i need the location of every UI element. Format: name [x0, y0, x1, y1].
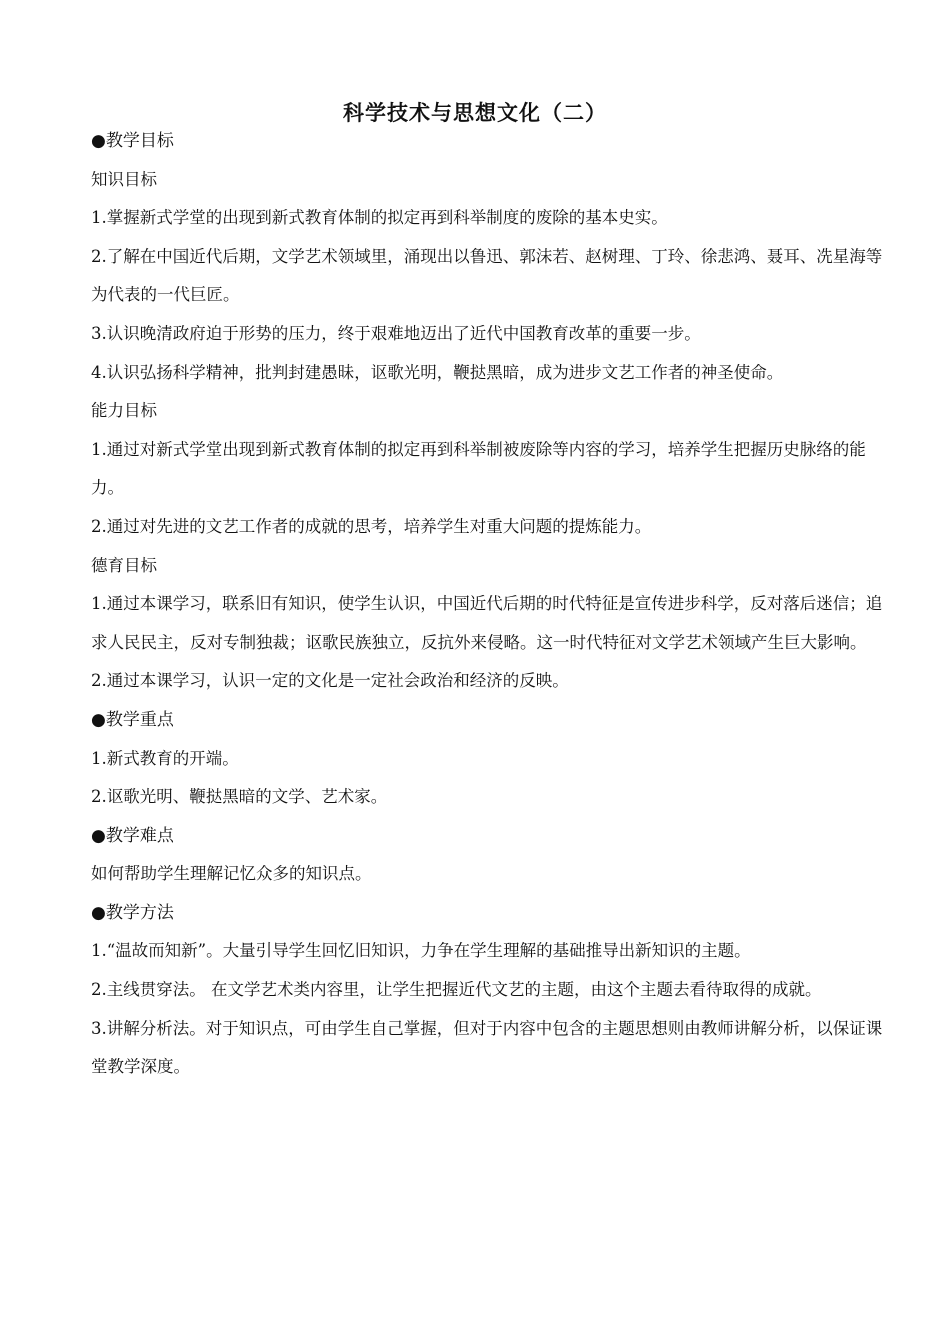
difficulty-text: 如何帮助学生理解记忆众多的知识点。 — [91, 864, 372, 884]
section-heading-methods: ●教学方法 — [91, 902, 174, 923]
knowledge-item-3: 3.认识晚清政府迫于形势的压力，终于艰难地迈出了近代中国教育改革的重要一步。 — [91, 323, 701, 343]
key-point-item-1: 1.新式教育的开端。 — [91, 748, 239, 768]
section-heading-difficulties: ●教学难点 — [91, 825, 174, 846]
method-item-2: 2.主线贯穿法。 在文学艺术类内容里，让学生把握近代文艺的主题，由这个主题去看待取得的成就。 — [91, 980, 822, 1000]
document-body — [91, 122, 883, 1087]
key-point-item-2: 2.讴歌光明、鞭挞黑暗的文学、艺术家。 — [91, 787, 388, 807]
knowledge-item-1: 1.掌握新式学堂的出现到新式教育体制的拟定再到科举制度的废除的基本史实。 — [91, 208, 668, 228]
subheading-moral: 德育目标 — [91, 555, 157, 575]
ability-item-2: 2.通过对先进的文艺工作者的成就的思考，培养学生对重大问题的提炼能力。 — [91, 516, 652, 536]
knowledge-item-2: 2.了解在中国近代后期，文学艺术领域里，涌现出以鲁迅、郭沫若、赵树理、丁玲、徐悲鸿、聂耳、冼星海等为代表的一代巨匠。 — [91, 246, 883, 305]
section-heading-key-points: ●教学重点 — [91, 709, 174, 730]
method-item-3: 3.讲解分析法。对于知识点，可由学生自己掌握，但对于内容中包含的主题思想则由教师讲解分析，以保证课堂教学深度。 — [91, 1018, 883, 1077]
subheading-knowledge: 知识目标 — [91, 169, 157, 189]
moral-item-1: 1.通过本课学习，联系旧有知识，使学生认识，中国近代后期的时代特征是宣传进步科学，反对落后迷信；追求人民民主，反对专制独裁；讴歌民族独立，反抗外来侵略。这一时代特征对文学艺术领域产生巨大影响。 — [91, 594, 883, 652]
moral-item-2: 2.通过本课学习，认识一定的文化是一定社会政治和经济的反映。 — [91, 671, 569, 691]
page-title: 科学技术与思想文化（二） — [343, 101, 607, 125]
ability-item-1: 1.通过对新式学堂出现到新式教育体制的拟定再到科举制被废除等内容的学习，培养学生把握历史脉络的能力。 — [91, 439, 866, 498]
subheading-ability: 能力目标 — [91, 401, 157, 421]
section-heading-objectives: ●教学目标 — [91, 131, 174, 151]
method-item-1: 1.“温故而知新”。大量引导学生回忆旧知识，力争在学生理解的基础推导出新知识的主题。 — [91, 941, 751, 961]
knowledge-item-4: 4.认识弘扬科学精神，批判封建愚昧，讴歌光明，鞭挞黑暗，成为进步文艺工作者的神圣使命。 — [91, 362, 784, 382]
